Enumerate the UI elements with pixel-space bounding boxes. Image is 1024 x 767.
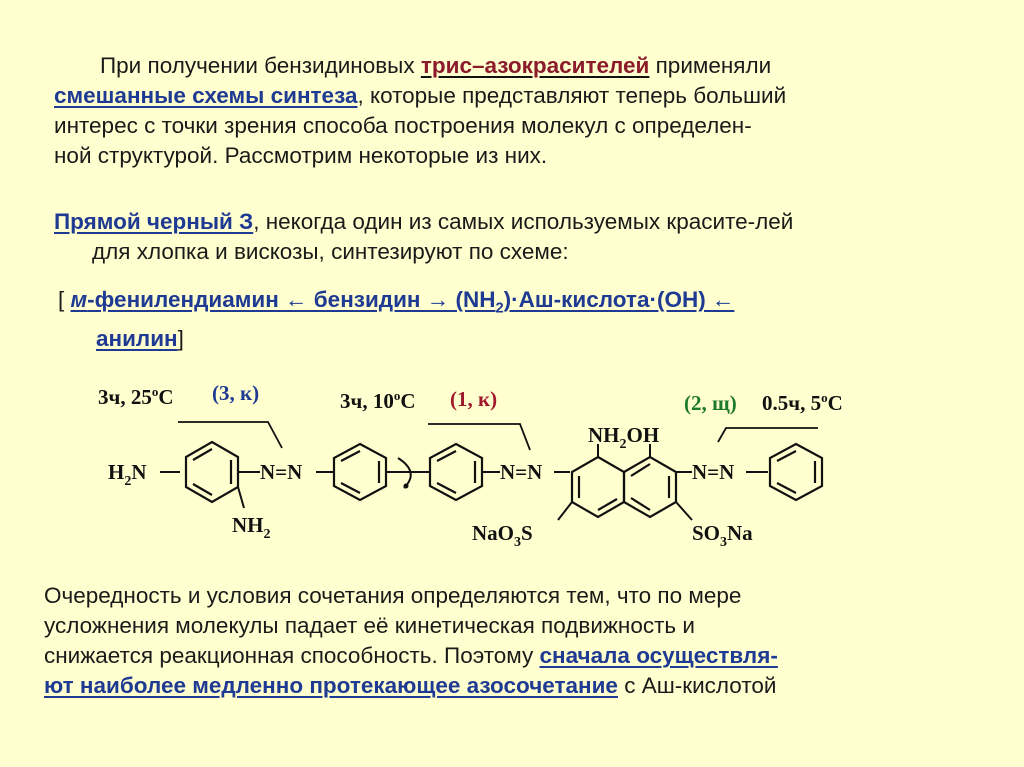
conclusion-line-3 <box>44 641 994 671</box>
amine-hydroxy-groups: $NH_2OH$ <box>588 423 660 452</box>
intro-line-2 <box>54 81 974 111</box>
conclusion-text: снижается реакционная способность. Поэтому <box>44 643 540 668</box>
condition-2: 3ч, 10$^o$C <box>340 388 416 413</box>
condition-1-tag: (3, к) <box>212 381 260 405</box>
dye-text: , некогда один из самых используемых красите-лей <box>253 209 794 234</box>
azo-group-1: N=N <box>260 460 303 484</box>
azo-group-2: N=N <box>500 460 543 484</box>
pointer-line-1 <box>178 422 282 448</box>
structure-diagram <box>0 370 1024 570</box>
dye-line-2: для хлопка и вискозы, синтезируют по схеме: <box>92 239 569 264</box>
scheme-line-1 <box>58 285 988 324</box>
condition-3: 0.5ч, 5$^o$C <box>762 390 843 415</box>
intro-highlight-tris: трис–азокрасителей <box>420 53 650 78</box>
intro-line-4: ной структурой. Рассмотрим некоторые из них. <box>54 143 548 168</box>
intro-highlight-schemes: смешанные схемы синтеза <box>54 83 358 108</box>
intro-paragraph <box>54 51 974 171</box>
scheme-part-2: )·Аш-кислота·(OH) ← <box>503 287 735 312</box>
benzene-ring-1 <box>186 442 238 502</box>
conclusion-highlight-1: сначала осуществля- <box>539 643 778 668</box>
dye-line-1 <box>54 207 994 237</box>
pointer-line-3 <box>718 428 818 442</box>
azo-group-3: N=N <box>692 460 735 484</box>
amine-group-bottom: $NH_2$ <box>232 513 271 542</box>
benzene-ring-2 <box>334 444 386 500</box>
condition-1: 3ч, 25$^o$C <box>98 384 174 409</box>
conclusion-line-2: усложнения молекулы падает её кинетическая подвижность и <box>44 613 695 638</box>
intro-line-1 <box>54 51 974 81</box>
intro-line-3: интерес с точки зрения способа построения молекул с определен- <box>54 113 752 138</box>
conclusion-text: с Аш-кислотой <box>617 673 777 698</box>
dye-paragraph <box>54 207 994 267</box>
intro-text: При получении бензидиновых <box>100 53 421 78</box>
scheme-aniline: анилин <box>96 325 178 351</box>
scheme-sub: 2 <box>495 300 504 317</box>
amine-group-left: $H_2N$ <box>108 460 147 489</box>
intro-text: применяли <box>649 53 772 78</box>
benzene-ring-3 <box>430 444 482 500</box>
benzene-ring-4 <box>770 444 822 500</box>
scheme-bracket-close: ] <box>177 325 184 351</box>
condition-3-tag: (2, щ) <box>684 391 737 415</box>
scheme-bracket-open: [ <box>58 287 71 312</box>
sulfonate-group-right: $SO_3Na$ <box>692 521 753 550</box>
scheme-sequence <box>70 287 735 317</box>
dye-name-highlight: Прямой черный З <box>54 209 254 234</box>
conclusion-highlight-2: ют наиболее медленно протекающее азосочетание <box>44 673 618 698</box>
naphthalene-core <box>572 457 676 517</box>
conclusion-line-1: Очередность и условия сочетания определяются тем, что по мере <box>44 583 742 608</box>
conclusion-line-4 <box>44 671 994 701</box>
synthesis-scheme <box>58 285 988 354</box>
pointer-line-2 <box>428 424 530 450</box>
scheme-m-prefix: м <box>70 287 88 312</box>
scheme-line-2 <box>58 324 988 354</box>
condition-2-tag: (1, к) <box>450 387 498 411</box>
conclusion-paragraph <box>44 581 994 701</box>
sulfonate-group-left: NaO$_3$S <box>472 521 533 550</box>
scheme-part-1: -фенилендиамин ← бензидин → (NH <box>87 287 496 312</box>
intro-text: , которые представляют теперь больший <box>357 83 787 108</box>
